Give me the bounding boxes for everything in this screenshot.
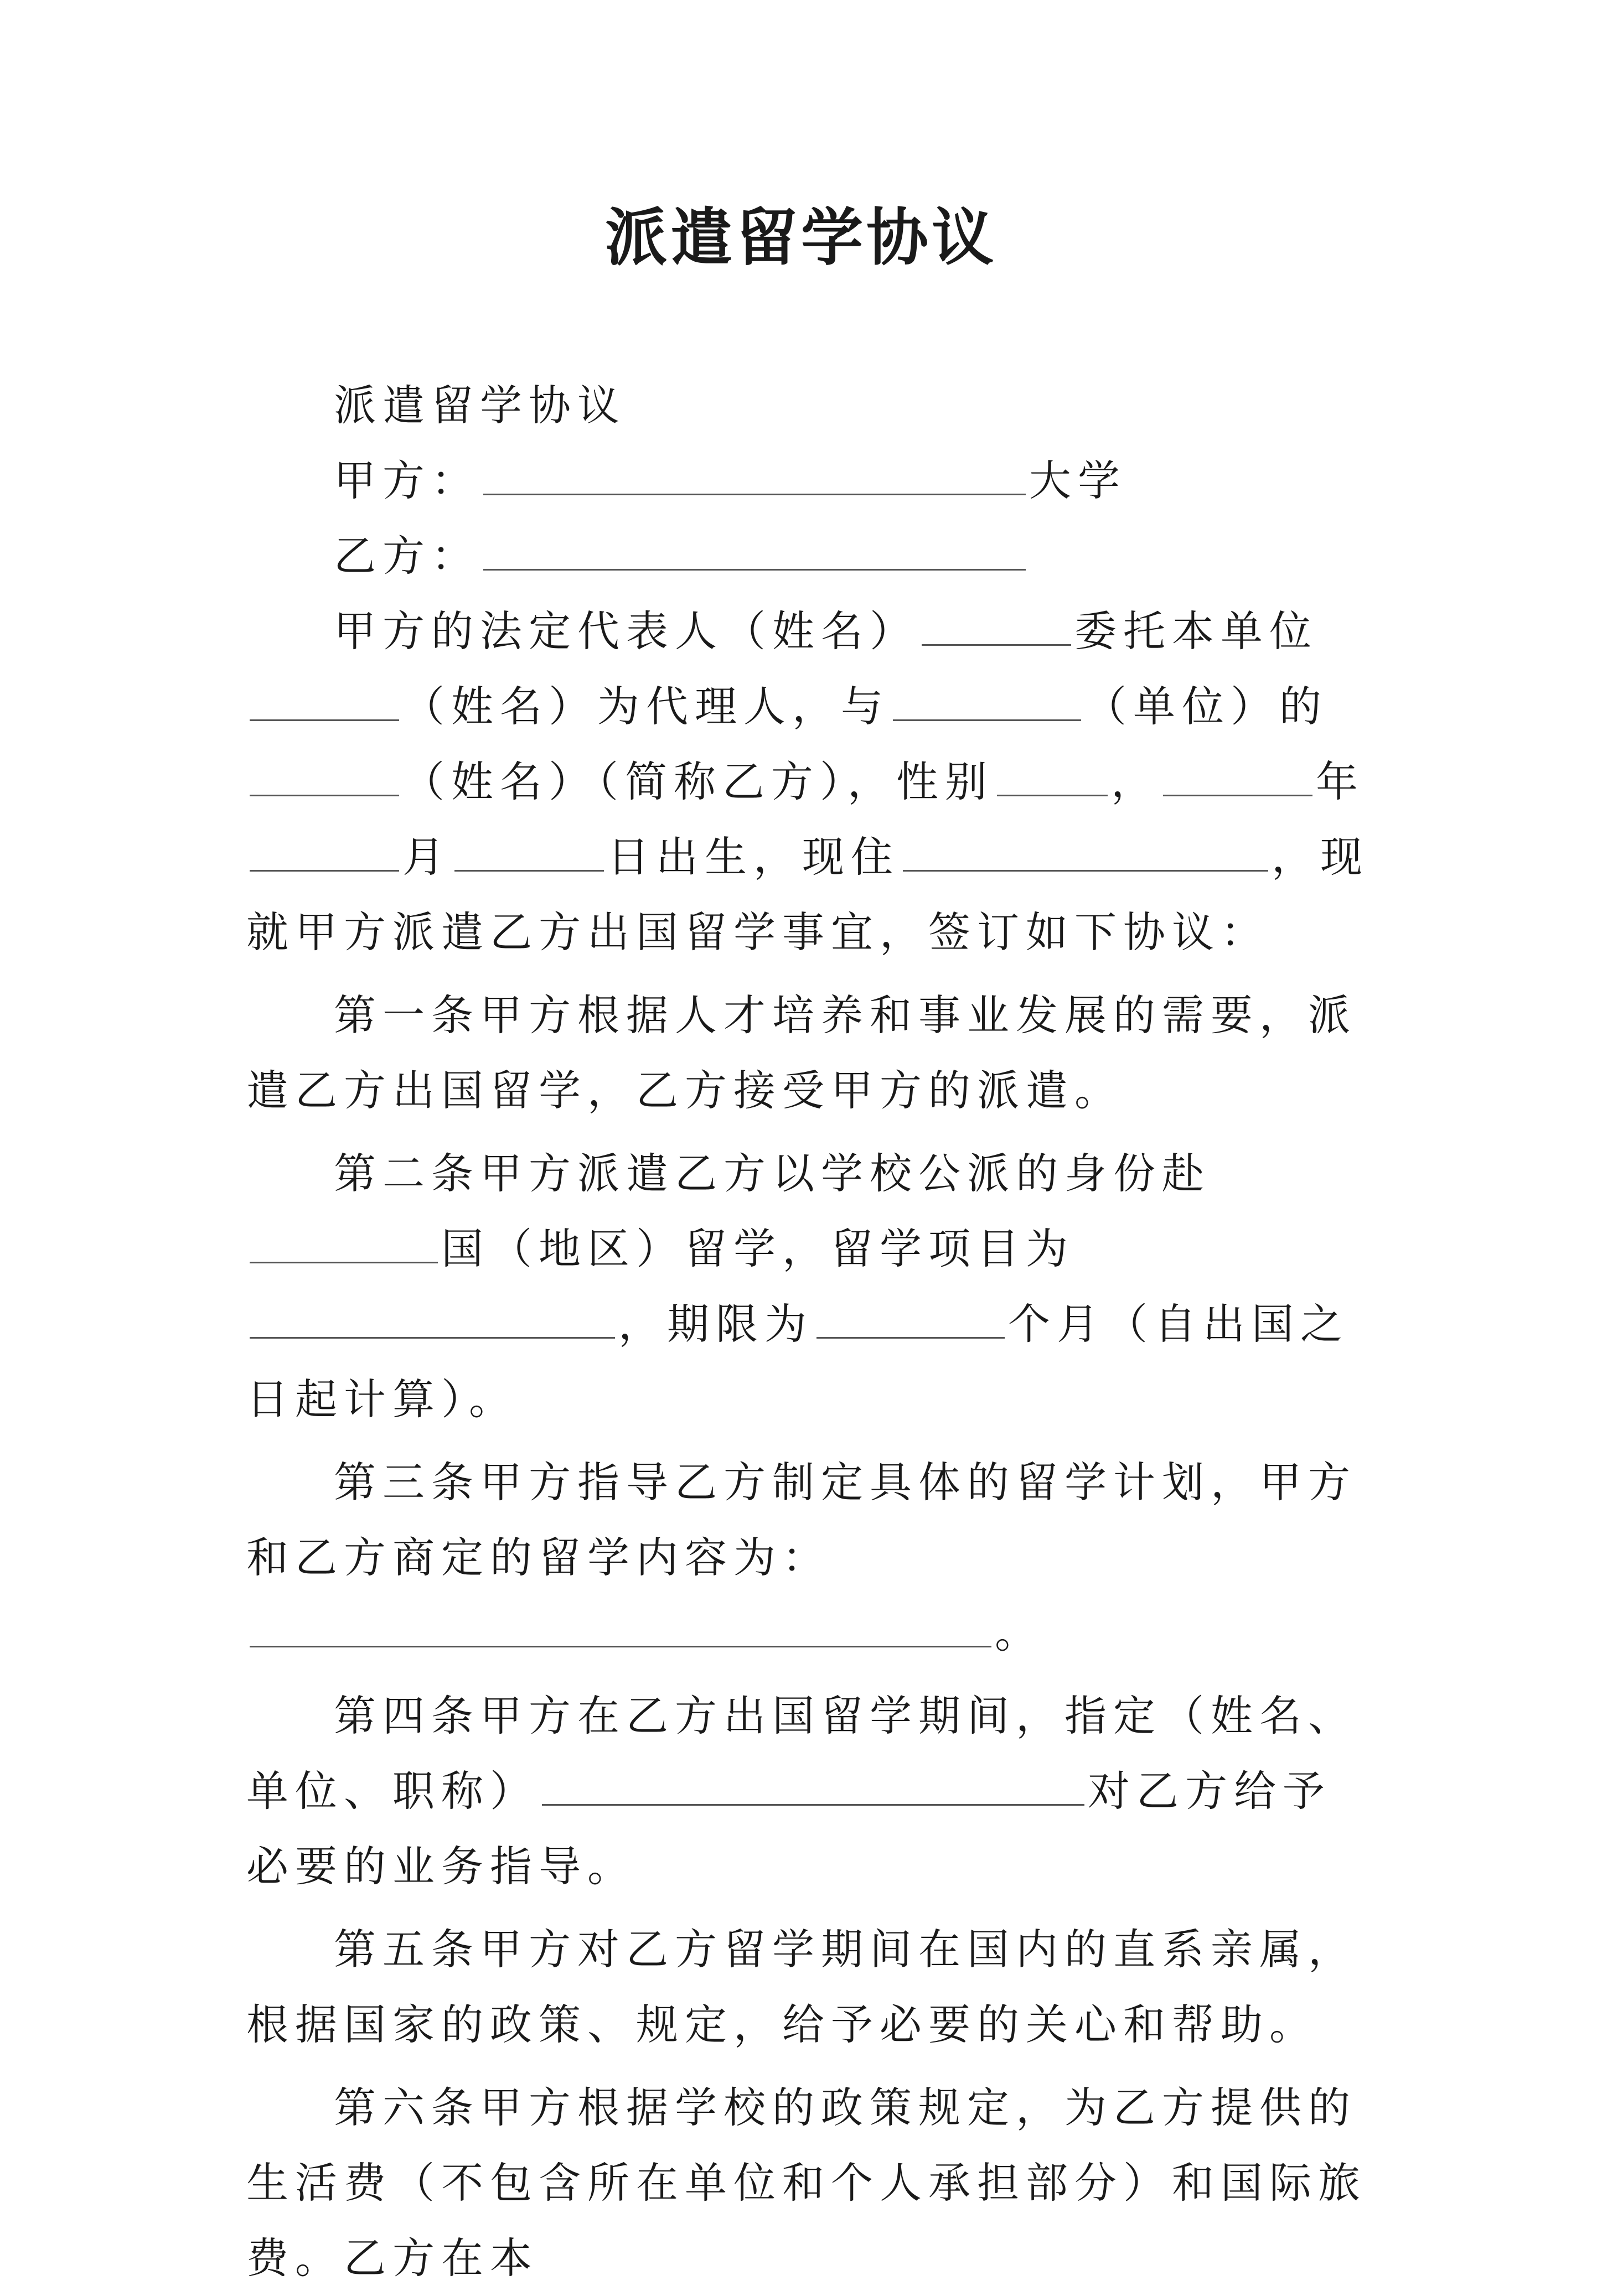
article-3 [246, 1445, 1376, 1671]
study-content-blank [250, 1602, 991, 1647]
duration-blank [816, 1293, 1005, 1339]
paragraph-preamble [246, 594, 1376, 970]
article-2-text-4: 个月（自出国之日起计算）。 [246, 1299, 1349, 1424]
paragraph-heading [246, 368, 1376, 443]
month-blank [250, 826, 399, 872]
agent-blank [250, 675, 399, 721]
legal-rep-name-blank [922, 600, 1071, 646]
article-4-text-1: 第四条甲方在乙方出国留学期间，指定（姓名、单位、职称） [246, 1691, 1357, 1816]
party-b-label: 乙方： [334, 531, 480, 581]
preamble-text-3: （姓名）为代理人，与 [402, 682, 890, 731]
party-a-label: 甲方： [334, 456, 480, 505]
article-2-text-2: 国（地区）留学，留学项目为 [441, 1224, 1074, 1273]
day-blank [454, 826, 604, 872]
article-2-text-3: ，期限为 [618, 1299, 813, 1349]
article-6 [246, 2070, 1376, 2296]
advisor-blank [542, 1760, 1084, 1806]
year-blank [1163, 750, 1312, 796]
preamble-text-6: ， [1111, 757, 1160, 806]
party-a-blank [483, 449, 1026, 495]
article-2 [246, 1136, 1376, 1437]
party-a-suffix: 大学 [1029, 456, 1126, 505]
paragraph-party-b [246, 519, 1376, 594]
heading-text: 派遣留学协议 [334, 381, 626, 430]
preamble-month: 月 [402, 832, 451, 882]
program-blank [250, 1293, 615, 1339]
preamble-text-1: 甲方的法定代表人（姓名） [334, 607, 918, 656]
article-1-text: 第一条甲方根据人才培养和事业发展的需要，派遣乙方出国留学，乙方接受甲方的派遣。 [246, 991, 1357, 1115]
article-3-text-2: 。 [995, 1608, 1043, 1657]
document-title: 派遣留学协议 [605, 201, 997, 274]
party-b-blank [483, 525, 1026, 571]
article-5-text: 第五条甲方对乙方留学期间在国内的直系亲属，根据国家的政策、规定，给予必要的关心和帮助。 [246, 1925, 1357, 2049]
address-blank [903, 826, 1268, 872]
article-6-text: 第六条甲方根据学校的政策规定，为乙方提供的生活费（不包含所在单位和个人承担部分）和国际旅费。乙方在本 [246, 2083, 1367, 2283]
document-body [246, 368, 1376, 2296]
country-blank [250, 1217, 438, 1263]
preamble-text-4: （单位）的 [1084, 682, 1328, 731]
preamble-text-8: ，现就甲方派遣乙方出国留学事宜，签订如下协议： [246, 832, 1369, 957]
article-2-text-1: 第二条甲方派遣乙方以学校公派的身份赴 [334, 1149, 1211, 1198]
unit-blank [893, 675, 1081, 721]
article-5 [246, 1912, 1376, 2062]
article-4-text-2: 对乙方给予必要的业务指导。 [246, 1766, 1331, 1891]
preamble-year: 年 [1316, 757, 1365, 806]
article-4 [246, 1678, 1376, 1904]
article-3-text-1: 第三条甲方指导乙方制定具体的留学计划，甲方和乙方商定的留学内容为： [246, 1458, 1357, 1582]
preamble-text-7: 日出生，现住 [607, 832, 900, 882]
paragraph-party-a [246, 443, 1376, 519]
name-blank [250, 750, 399, 796]
gender-blank [997, 750, 1108, 796]
article-1 [246, 978, 1376, 1128]
preamble-text-2: 委托本单位 [1074, 607, 1318, 656]
preamble-text-5: （姓名）（简称乙方），性别 [402, 757, 994, 806]
